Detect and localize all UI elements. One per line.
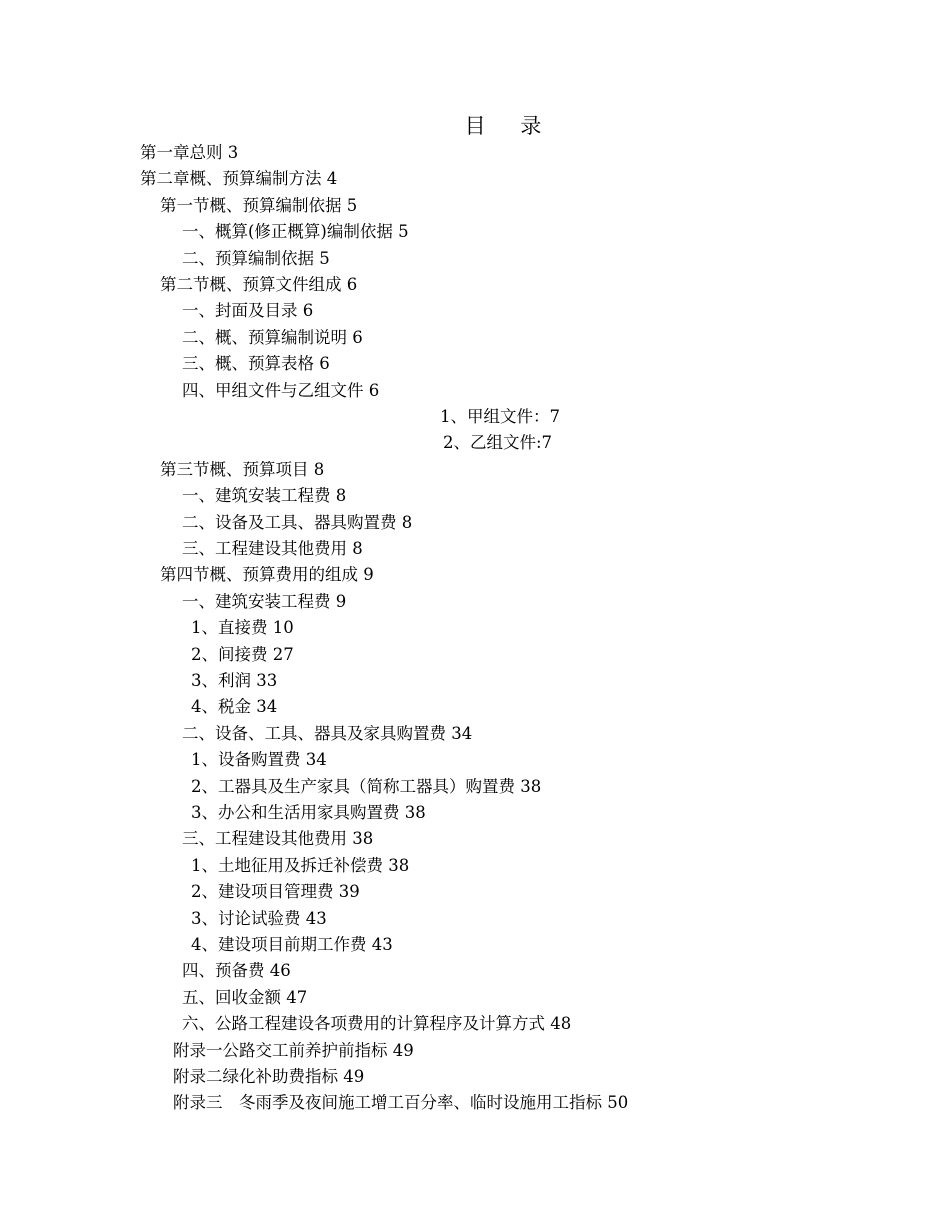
toc-entry[interactable]: 一、封面及目录 6 [182, 301, 314, 321]
toc-entry[interactable]: 第二节概、预算文件组成 6 [160, 275, 358, 294]
toc-entry[interactable]: 3、办公和生活用家具购置费 38 [191, 803, 426, 822]
page-title: 目 录 [464, 114, 556, 138]
toc-entry[interactable]: 第三节概、预算项目 8 [160, 459, 325, 479]
toc-entry[interactable]: 一、建筑安装工程费 8 [182, 486, 347, 506]
toc-entry[interactable]: 附录二绿化补助费指标 49 [173, 1067, 365, 1086]
toc-entry[interactable]: 1、直接费 10 [191, 618, 294, 638]
toc-entry[interactable]: 四、预备费 46 [182, 961, 291, 981]
toc-entry[interactable]: 二、设备及工具、器具购置费 8 [182, 512, 413, 532]
toc-entry[interactable]: 五、回收金额 47 [182, 987, 308, 1007]
toc-entry[interactable]: 4、建设项目前期工作费 43 [191, 935, 393, 954]
toc-entry[interactable]: 2、建设项目管理费 39 [191, 882, 360, 902]
toc-entry[interactable]: 二、预算编制依据 5 [182, 248, 330, 268]
toc-entry[interactable]: 1、甲组文件：7 [440, 407, 560, 426]
toc-entry[interactable]: 一、建筑安装工程费 9 [182, 591, 347, 611]
toc-entry[interactable]: 3、讨论试验费 43 [191, 908, 327, 928]
toc-entry[interactable]: 2、工器具及生产家具（简称工器具）购置费 38 [191, 776, 542, 796]
toc-entry[interactable]: 3、利润 33 [191, 671, 278, 690]
toc-entry[interactable]: 第一章总则 3 [140, 143, 239, 162]
toc-entry[interactable]: 1、设备购置费 34 [191, 750, 327, 770]
toc-entry[interactable]: 三、工程建设其他费用 38 [182, 829, 374, 849]
toc-entry[interactable]: 1、土地征用及拆迁补偿费 38 [191, 855, 410, 875]
toc-entry[interactable]: 第四节概、预算费用的组成 9 [160, 565, 374, 585]
toc-entry[interactable]: 附录一公路交工前养护前指标 49 [173, 1040, 414, 1060]
toc-entry[interactable]: 六、公路工程建设各项费用的计算程序及计算方式 48 [182, 1014, 572, 1034]
toc-entry[interactable]: 附录三 冬雨季及夜间施工增工百分率、临时设施用工指标 50 [173, 1093, 629, 1113]
toc-entry[interactable]: 三、工程建设其他费用 8 [182, 539, 363, 558]
toc-entry[interactable]: 二、概、预算编制说明 6 [182, 327, 363, 347]
toc-entry[interactable]: 四、甲组文件与乙组文件 6 [182, 380, 380, 400]
toc-entry[interactable]: 第一节概、预算编制依据 5 [160, 195, 358, 215]
toc-entry[interactable]: 第二章概、预算编制方法 4 [140, 169, 338, 189]
toc-entry[interactable]: 三、概、预算表格 6 [182, 354, 330, 374]
toc-entry[interactable]: 2、乙组文件:7 [443, 433, 553, 453]
toc-entry[interactable]: 4、税金 34 [191, 697, 278, 717]
toc-entry[interactable]: 二、设备、工具、器具及家具购置费 34 [182, 723, 473, 743]
toc-entry[interactable]: 2、间接费 27 [191, 644, 294, 664]
toc-entry[interactable]: 一、概算(修正概算)编制依据 5 [182, 222, 409, 242]
